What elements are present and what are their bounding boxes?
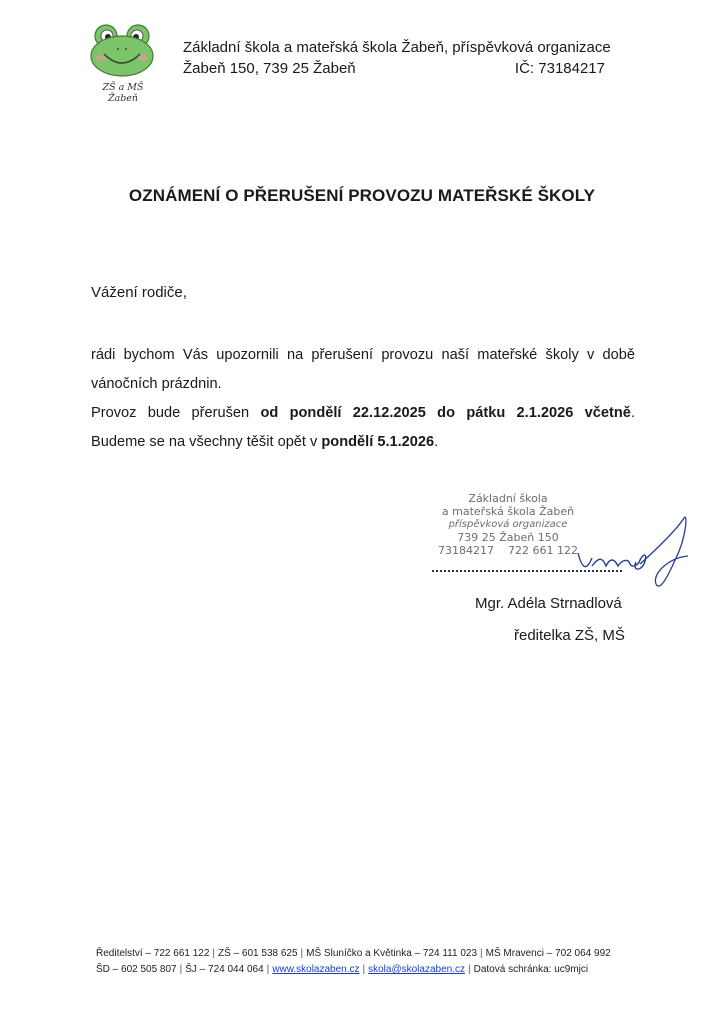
footer-phone-sd: ŠD – 602 505 807 (96, 964, 177, 975)
stamp-line-3: příspěvková organizace (448, 519, 568, 530)
body-paragraph-2 (91, 399, 635, 428)
footer-contacts (96, 946, 636, 978)
footer-phone-director: Ředitelství – 722 661 122 (96, 948, 210, 959)
footer-web-link[interactable]: www.skolazaben.cz (272, 964, 360, 975)
footer-phone-ms-1: MŠ Sluníčko a Květinka – 724 111 023 (306, 948, 478, 959)
footer-row-1: Ředitelství – 722 661 122 | ZŠ – 601 538 625 | MŠ Sluníčko a Květinka – 724 111 023 | MŠ Mravenci – 702 064 992 (96, 948, 611, 959)
footer-email-link[interactable]: skola@skolazaben.cz (368, 964, 465, 975)
org-address: Žabeň 150, 739 25 Žabeň (183, 60, 356, 77)
signer-role: ředitelka ZŠ, MŠ (514, 627, 625, 644)
stamp-line-2: a mateřská škola Žabeň (441, 505, 575, 518)
body-paragraph-3 (91, 428, 635, 457)
p3-prefix: Budeme se na všechny těšit opět v (91, 434, 322, 450)
closure-dates: od pondělí 22.12.2025 do pátku 2.1.2026 včetně (260, 405, 631, 421)
letter-body (91, 341, 635, 457)
footer-phone-sj: ŠJ – 724 044 064 (185, 964, 264, 975)
document-title: OZNÁMENÍ O PŘERUŠENÍ PROVOZU MATEŘSKÉ ŠKOLY (128, 186, 596, 205)
footer-row-2: ŠD – 602 505 807 | ŠJ – 724 044 064 | www.skolazaben.cz | skola@skolazaben.cz | Datová schránka: uc9mjci (96, 964, 589, 975)
org-name: Základní škola a mateřská škola Žabeň, příspěvková organizace (183, 39, 611, 56)
p2-suffix: . (630, 405, 635, 421)
footer-phone-zs: ZŠ – 601 538 625 (218, 948, 298, 959)
salutation: Vážení rodiče, (91, 284, 187, 301)
body-line-1: rádi bychom Vás upozornili na přerušení provozu naší mateřské školy v době (91, 347, 635, 363)
footer-phone-ms-2: MŠ Mravenci – 702 064 992 (485, 948, 611, 959)
school-logo (86, 22, 158, 104)
logo-caption: ZŠ a MŠ Žabeň (102, 82, 144, 104)
p2-prefix: Provoz bude přerušen (91, 405, 261, 421)
stamp-line-1: Základní škola (468, 492, 548, 505)
stamp-phone: 722 661 122 (508, 544, 578, 557)
reopen-date: pondělí 5.1.2026 (321, 434, 435, 450)
stamp-ic: 73184217 (438, 544, 494, 557)
org-ic: IČ: 73184217 (514, 60, 605, 77)
body-line-2: vánočních prázdnin. (91, 376, 222, 392)
p3-suffix: . (434, 434, 439, 450)
stamp-line-4: 739 25 Žabeň 150 (457, 531, 559, 544)
signature-line (432, 570, 622, 572)
footer-data-box: Datová schránka: uc9mjci (473, 964, 589, 975)
signer-name: Mgr. Adéla Strnadlová (475, 595, 622, 612)
org-address-line (183, 58, 605, 79)
handwritten-signature (548, 508, 698, 598)
